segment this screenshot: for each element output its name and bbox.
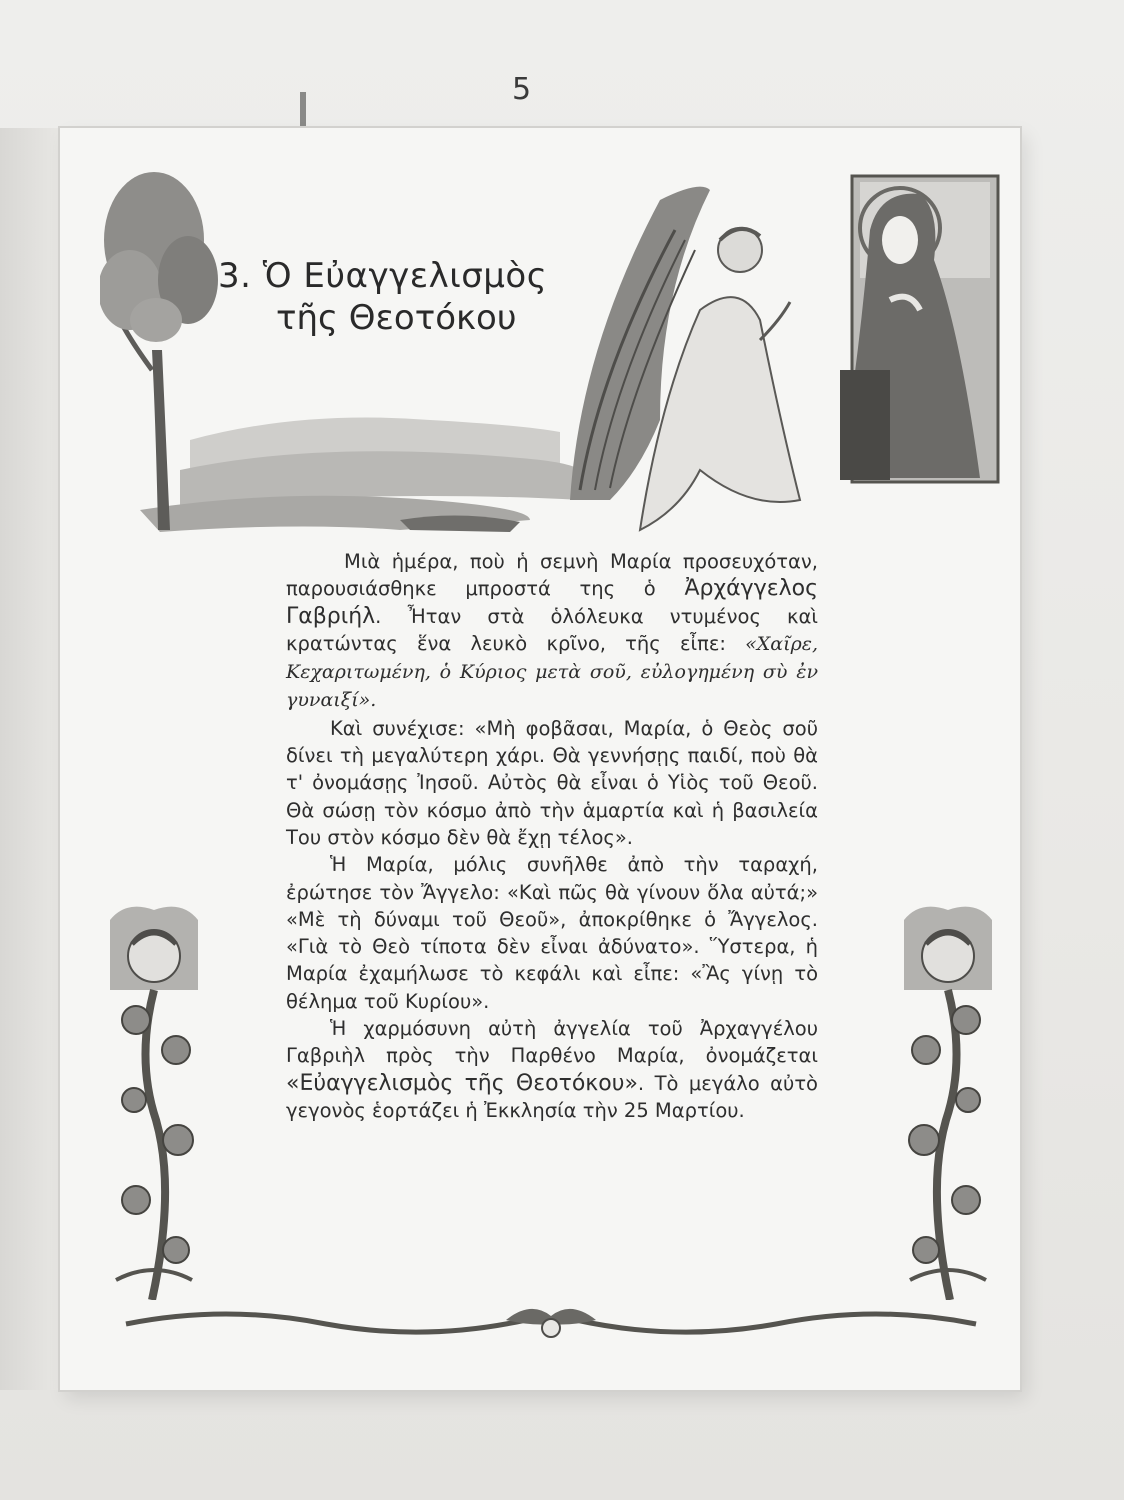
paragraph-1 [286, 548, 818, 715]
floral-vine-icon [116, 990, 193, 1300]
virgin-mary-icon [840, 176, 998, 482]
landscape-icon [140, 418, 580, 533]
paragraph-2: Καὶ συνέχισε: «Μὴ φοβᾶσαι, Μαρία, ὁ Θεὸς σοῦ δίνει τὴ μεγαλύτερη χάρι. Θὰ γεννήσῃς παιδί, ποὺ θὰ τ' ὀνομάσῃς Ἰησοῦ. Αὐτὸς θὰ εἶναι ὁ Υἱὸς τοῦ Θεοῦ. Θὰ σώσῃ τὸν κόσμο ἀπὸ τὴν ἁμαρτία καὶ ἡ βασιλεία Του στὸν κόσμο δὲν θὰ ἔχῃ τέλος». [286, 716, 818, 849]
page-edge-shadow [0, 128, 60, 1390]
binding-mark [300, 92, 306, 132]
right-ornament [900, 900, 996, 1300]
cherub-icon [110, 907, 198, 990]
angelic-salutation: «Χαῖρε, Κεχαριτωμένη, ὁ Κύριος μετὰ σοῦ, εὐλογημένη σὺ ἐν γυναιξί». [286, 632, 818, 712]
left-ornament [106, 900, 202, 1300]
paragraph-1-text-a: Μιὰ ἡμέρα, ποὺ ἡ σεμνὴ Μαρία προσευχόταν, παρουσιάσθηκε μπροστά της ὁ [286, 550, 818, 601]
archangel-name: Ἀρχάγγελος Γαβριήλ [286, 576, 818, 629]
paragraph-4 [286, 1015, 818, 1124]
paragraph-3: Ἡ Μαρία, μόλις συνῆλθε ἀπὸ τὴν ταραχή, ἐρώτησε τὸν Ἄγγελο: «Καὶ πῶς θὰ γίνουν ὅλα αὐτά;» «Μὲ τὴ δύναμι τοῦ Θεοῦ», ἀποκρίθηκε ὁ Ἄγγελος. «Γιὰ τὸ Θεὸ τίποτα δὲν εἶναι ἀδύνατο». Ὕστερα, ἡ Μαρία ἐχαμήλωσε τὸ κεφάλι καὶ εἶπε: «Ἂς γίνῃ τὸ θέλημα τοῦ Κυρίου». [286, 853, 818, 1013]
chapter-title-line-1: 3. Ὁ Εὐαγγελισμὸς [218, 256, 548, 296]
feast-name: «Εὐαγγελισμὸς τῆς Θεοτόκου» [286, 1070, 638, 1096]
floral-vine-icon [909, 990, 986, 1300]
cherub-icon [904, 907, 992, 990]
paragraph-1-text-b: . Ἦταν στὰ ὁλόλευκα ντυμένος καὶ κρατώντας ἕνα λευκὸ κρῖνο, τῆς εἶπε: [286, 604, 818, 655]
bottom-ornament [106, 1290, 996, 1350]
annunciation-illustration [100, 170, 1000, 540]
paragraph-4-text-a: Ἡ χαρμόσυνη αὐτὴ ἀγγελία τοῦ Ἀρχαγγέλου Γαβριὴλ πρὸς τὴν Παρθένο Μαρία, ὀνομάζεται [286, 1017, 818, 1068]
paragraph-4-text-b: . Τὸ μεγάλο αὐτὸ γεγονὸς ἑορτάζει ἡ Ἐκκλησία τὴν 25 Μαρτίου. [286, 1071, 818, 1122]
chapter-title-line-2: τῆς Θεοτόκου [276, 298, 517, 338]
body-text [286, 548, 818, 1124]
page-number: 5 [512, 72, 532, 107]
chapter-title [218, 256, 578, 338]
angel-icon [570, 187, 800, 530]
